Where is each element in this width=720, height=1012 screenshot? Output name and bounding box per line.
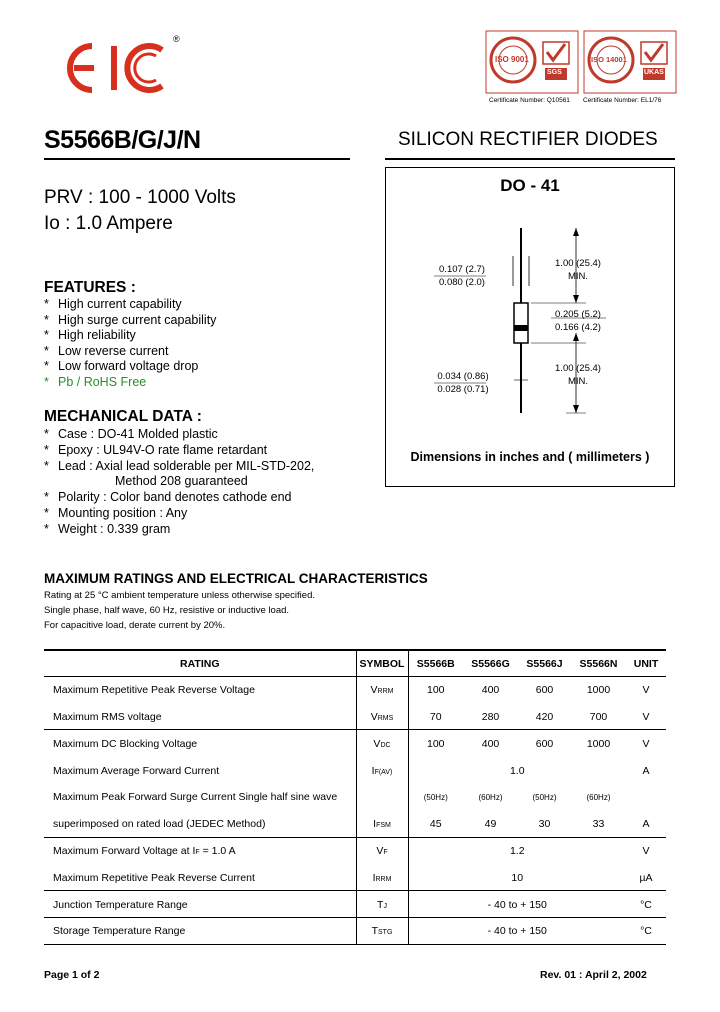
table-row bbox=[44, 864, 666, 891]
value-cell: 100 bbox=[408, 677, 463, 704]
features-list bbox=[44, 297, 216, 390]
symbol-cell: IFSM bbox=[356, 811, 408, 838]
list-item: * Mounting position : Any bbox=[44, 505, 188, 520]
rating-cell: Storage Temperature Range bbox=[44, 918, 356, 945]
symbol-cell: VRRM bbox=[356, 677, 408, 704]
value-cell: 100 bbox=[408, 730, 463, 757]
dim-wire-max: 0.034 (0.86) bbox=[437, 371, 489, 382]
value-cell: 1000 bbox=[586, 737, 611, 750]
list-item: * Polarity : Color band denotes cathode end bbox=[44, 490, 292, 505]
value-cell: 30 bbox=[538, 818, 551, 831]
col-header-s5566j: S5566J bbox=[518, 650, 571, 677]
value-cell: 1000 bbox=[586, 684, 611, 697]
features-heading: FEATURES : bbox=[44, 279, 136, 296]
table-row bbox=[44, 704, 666, 731]
rating-cell: Maximum Repetitive Peak Reverse Voltage bbox=[53, 684, 255, 697]
rating-cell: Maximum Forward Voltage at IF = 1.0 A bbox=[53, 844, 236, 857]
value-cell: 400 bbox=[481, 684, 500, 697]
row-separator bbox=[44, 837, 666, 838]
list-item-rohs: * Pb / RoHS Free bbox=[44, 374, 147, 389]
unit-cell: °C bbox=[640, 898, 652, 911]
unit-cell: A bbox=[642, 818, 650, 831]
value-cell: 700 bbox=[589, 710, 608, 723]
iso14001-badge bbox=[583, 30, 677, 94]
rating-note: For capacitive load, derate current by 20%. bbox=[44, 620, 226, 631]
page-number: Page 1 of 2 bbox=[44, 969, 100, 981]
list-item: * Weight : 0.339 gram bbox=[44, 521, 171, 536]
value-cell: 420 bbox=[535, 710, 554, 723]
symbol-cell: VDC bbox=[356, 730, 408, 757]
sgs-label: SGS bbox=[547, 69, 562, 76]
value-cell: - 40 to + 150 bbox=[408, 918, 626, 945]
unit-cell bbox=[626, 784, 666, 811]
value-cell: (60Hz) bbox=[478, 792, 503, 802]
table-row bbox=[44, 811, 666, 838]
table-header-row bbox=[44, 650, 666, 677]
table-row bbox=[44, 677, 666, 704]
unit-cell: °C bbox=[626, 918, 666, 945]
row-separator bbox=[44, 917, 666, 918]
unit-cell: A bbox=[642, 764, 650, 777]
divider bbox=[385, 158, 675, 160]
rating-cell: Maximum RMS voltage bbox=[53, 710, 162, 723]
cert-number-right: Certificate Number: EL1/76 bbox=[583, 97, 662, 104]
value-cell: 600 bbox=[535, 684, 554, 697]
col-header-symbol: SYMBOL bbox=[356, 650, 408, 677]
unit-cell: V bbox=[642, 684, 650, 697]
table-row bbox=[44, 730, 666, 757]
value-cell: 10 bbox=[408, 864, 626, 891]
symbol-cell: VF bbox=[356, 838, 408, 865]
value-cell: 600 bbox=[535, 737, 554, 750]
col-header-unit: UNIT bbox=[626, 650, 666, 677]
table-row bbox=[44, 918, 666, 945]
dim-body-min: 0.166 (4.2) bbox=[555, 322, 601, 333]
document-title: SILICON RECTIFIER DIODES bbox=[398, 129, 658, 150]
row-separator bbox=[44, 890, 666, 891]
list-item: Method 208 guaranteed bbox=[115, 474, 248, 489]
col-header-rating: RATING bbox=[44, 650, 356, 677]
dim-length-bottom: 1.00 (25.4) bbox=[555, 363, 601, 374]
rating-note: Single phase, half wave, 60 Hz, resistive or inductive load. bbox=[44, 605, 290, 616]
rating-cell: Maximum Peak Forward Surge Current Single half sine wave bbox=[53, 791, 338, 804]
list-item: * Case : DO-41 Molded plastic bbox=[44, 427, 218, 441]
value-cell: (60Hz) bbox=[586, 792, 611, 802]
list-item: * High surge current capability bbox=[44, 312, 217, 327]
company-logo bbox=[62, 38, 182, 98]
list-item: * Low reverse current bbox=[44, 343, 169, 358]
dim-lead-dia-min: 0.080 (2.0) bbox=[439, 277, 485, 288]
symbol-cell: IF(AV) bbox=[356, 757, 408, 784]
mechanical-heading: MECHANICAL DATA : bbox=[44, 408, 202, 425]
mechanical-list bbox=[44, 427, 314, 538]
value-cell: (50Hz) bbox=[532, 792, 557, 802]
iso9001-badge bbox=[485, 30, 579, 94]
prv-rating: PRV : 100 - 1000 Volts bbox=[44, 187, 236, 208]
value-cell: 1.2 bbox=[408, 838, 626, 865]
value-cell: 280 bbox=[481, 710, 500, 723]
iso9001-label: ISO 9001 bbox=[495, 55, 529, 64]
list-item: * Lead : Axial lead solderable per MIL-STD-202, bbox=[44, 458, 315, 473]
diode-drawing bbox=[386, 168, 676, 488]
unit-cell: V bbox=[642, 710, 650, 723]
registered-mark: ® bbox=[173, 34, 180, 44]
dim-wire-min: 0.028 (0.71) bbox=[437, 384, 489, 395]
dimensions-note: Dimensions in inches and ( millimeters ) bbox=[410, 450, 650, 464]
value-cell: 33 bbox=[592, 818, 605, 831]
unit-cell: V bbox=[642, 737, 650, 750]
value-cell: 1.0 bbox=[408, 757, 626, 784]
table-row bbox=[44, 757, 666, 784]
rating-cell: Maximum DC Blocking Voltage bbox=[53, 737, 198, 750]
symbol-cell: TJ bbox=[356, 891, 408, 918]
row-separator bbox=[44, 729, 666, 730]
package-name: DO - 41 bbox=[500, 176, 560, 195]
value-cell: 49 bbox=[484, 818, 497, 831]
rating-cell: Maximum Average Forward Current bbox=[53, 764, 220, 777]
dim-length-bottom-min: MIN. bbox=[567, 376, 589, 387]
list-item: * High reliability bbox=[44, 328, 136, 342]
col-header-s5566n: S5566N bbox=[571, 650, 626, 677]
dim-body-max: 0.205 (5.2) bbox=[555, 309, 601, 320]
symbol-cell: VRMS bbox=[356, 704, 408, 731]
table-row bbox=[44, 838, 666, 865]
ukas-label: UKAS bbox=[644, 69, 664, 76]
io-rating: Io : 1.0 Ampere bbox=[44, 213, 173, 234]
value-cell: 70 bbox=[408, 704, 463, 731]
revision: Rev. 01 : April 2, 2002 bbox=[540, 969, 647, 981]
symbol-cell bbox=[356, 784, 408, 811]
table-row bbox=[44, 784, 666, 811]
value-cell: 400 bbox=[481, 737, 500, 750]
list-item: * High current capability bbox=[44, 297, 182, 311]
ratings-table bbox=[44, 649, 666, 945]
table-row bbox=[44, 891, 666, 918]
dim-length-top-min: MIN. bbox=[567, 271, 589, 282]
value-cell: (50Hz) bbox=[408, 784, 463, 811]
package-diagram bbox=[385, 167, 675, 487]
divider bbox=[44, 158, 350, 160]
rating-cell: Junction Temperature Range bbox=[53, 898, 188, 911]
symbol-cell: TSTG bbox=[356, 918, 408, 945]
unit-cell: µA bbox=[639, 871, 653, 884]
symbol-cell: IRRM bbox=[356, 864, 408, 891]
col-header-s5566g: S5566G bbox=[463, 650, 518, 677]
rating-cell: Maximum Repetitive Peak Reverse Current bbox=[53, 871, 255, 884]
rating-note: Rating at 25 °C ambient temperature unless otherwise specified. bbox=[44, 590, 315, 601]
value-cell: 45 bbox=[408, 811, 463, 838]
rating-cell: superimposed on rated load (JEDEC Method) bbox=[53, 818, 266, 831]
value-cell: - 40 to + 150 bbox=[408, 891, 626, 918]
dim-length-top: 1.00 (25.4) bbox=[555, 258, 601, 269]
cert-number-left: Certificate Number: Q10561 bbox=[489, 97, 570, 104]
part-number: S5566B/G/J/N bbox=[44, 126, 201, 154]
col-header-s5566b: S5566B bbox=[408, 650, 463, 677]
list-item: * Epoxy : UL94V-O rate flame retardant bbox=[44, 442, 268, 457]
iso14001-label: ISO 14001 bbox=[591, 55, 627, 64]
ratings-heading: MAXIMUM RATINGS AND ELECTRICAL CHARACTERISTICS bbox=[44, 571, 428, 586]
dim-lead-dia-max: 0.107 (2.7) bbox=[439, 264, 485, 275]
list-item: * Low forward voltage drop bbox=[44, 359, 199, 373]
unit-cell: V bbox=[642, 844, 650, 857]
